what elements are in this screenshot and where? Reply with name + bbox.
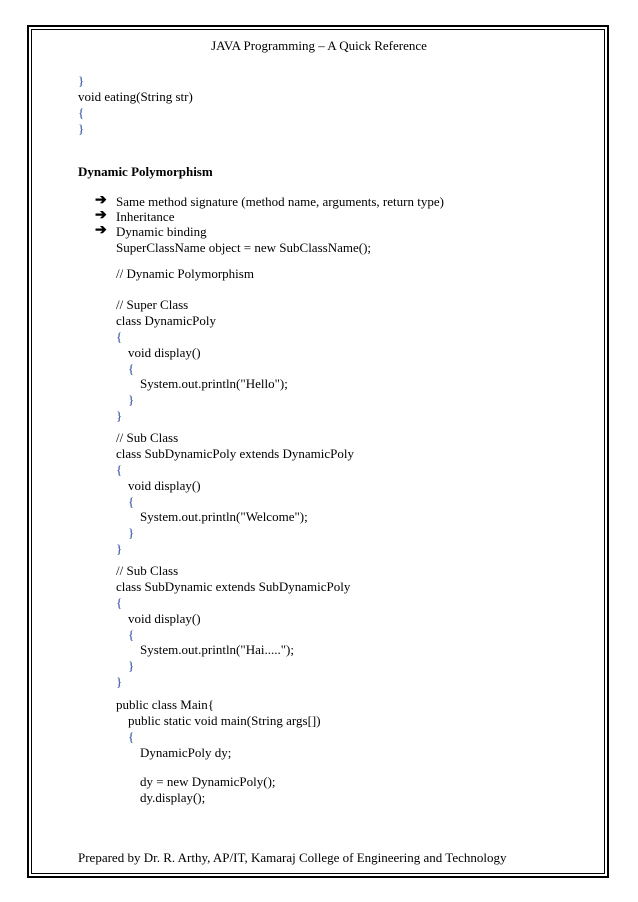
arrow-right-icon: ➔ bbox=[95, 223, 107, 238]
code-line: public static void main(String args[]) bbox=[128, 713, 321, 728]
code-brace: { bbox=[116, 595, 123, 610]
code-line: dy.display(); bbox=[140, 790, 206, 805]
code-brace: { bbox=[128, 361, 135, 376]
arrow-right-icon: ➔ bbox=[95, 193, 107, 208]
bullet-text: Inheritance bbox=[116, 209, 175, 224]
code-line: System.out.println("Welcome"); bbox=[140, 509, 308, 524]
code-line: void eating(String str) bbox=[78, 89, 193, 104]
code-brace: } bbox=[116, 674, 123, 689]
code-comment: // Sub Class bbox=[116, 563, 179, 578]
page-header: JAVA Programming – A Quick Reference bbox=[211, 38, 427, 53]
code-line: void display() bbox=[128, 478, 201, 493]
code-line: class SubDynamicPoly extends DynamicPoly bbox=[116, 446, 354, 461]
code-comment: // Dynamic Polymorphism bbox=[116, 266, 254, 281]
code-brace: { bbox=[116, 329, 123, 344]
code-line: void display() bbox=[128, 611, 201, 626]
code-comment: // Sub Class bbox=[116, 430, 179, 445]
code-line: void display() bbox=[128, 345, 201, 360]
code-comment: // Super Class bbox=[116, 297, 189, 312]
code-brace: { bbox=[128, 494, 135, 509]
page-footer: Prepared by Dr. R. Arthy, AP/IT, Kamaraj College of Engineering and Technology bbox=[78, 850, 507, 865]
code-line: public class Main{ bbox=[116, 697, 214, 712]
code-line: System.out.println("Hello"); bbox=[140, 376, 288, 391]
code-brace: } bbox=[116, 541, 123, 556]
code-line: class SubDynamic extends SubDynamicPoly bbox=[116, 579, 351, 594]
code-brace: { bbox=[128, 729, 135, 744]
code-line: { bbox=[78, 105, 85, 120]
code-brace: } bbox=[128, 392, 135, 407]
code-line: } bbox=[78, 73, 85, 88]
code-line: System.out.println("Hai....."); bbox=[140, 642, 294, 657]
bullet-text: Same method signature (method name, arguments, return type) bbox=[116, 194, 444, 209]
syntax-line: SuperClassName object = new SubClassName(); bbox=[116, 240, 372, 255]
code-brace: } bbox=[116, 408, 123, 423]
code-line: class DynamicPoly bbox=[116, 313, 217, 328]
code-line: DynamicPoly dy; bbox=[140, 745, 232, 760]
section-heading: Dynamic Polymorphism bbox=[78, 164, 213, 179]
code-brace: { bbox=[128, 627, 135, 642]
code-brace: } bbox=[128, 658, 135, 673]
code-brace: { bbox=[116, 462, 123, 477]
bullet-text: Dynamic binding bbox=[116, 224, 207, 239]
code-line: dy = new DynamicPoly(); bbox=[140, 774, 276, 789]
code-line: } bbox=[78, 121, 85, 136]
arrow-right-icon: ➔ bbox=[95, 208, 107, 223]
code-brace: } bbox=[128, 525, 135, 540]
